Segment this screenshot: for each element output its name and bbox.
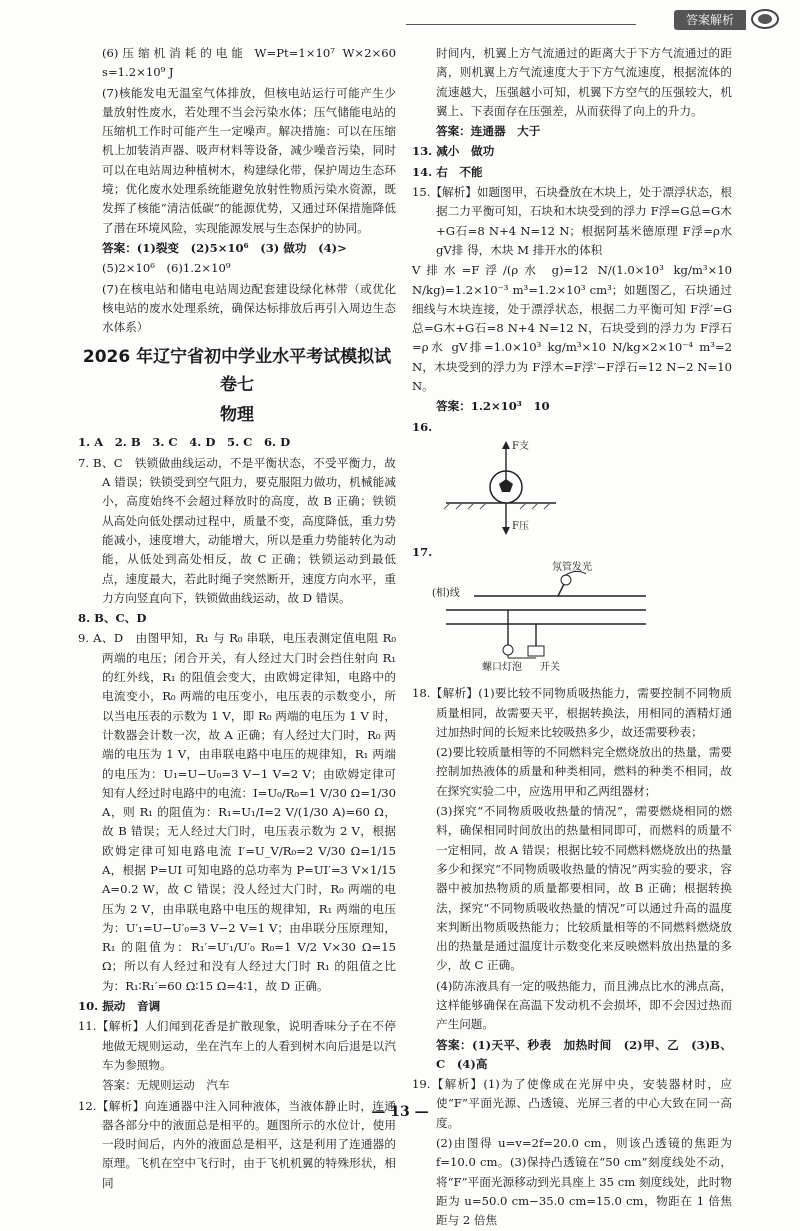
- pressure-force-label: F压: [512, 520, 529, 532]
- analysis-paragraph: (4)防冻液具有一定的吸热能力，而且沸点比水的沸点高，这样能够确保在高温下发动机不会损坏，即不会因过热而产生问题。: [436, 978, 732, 1032]
- live-wire-label: (相)线: [432, 588, 460, 600]
- figure-16-force-diagram: [436, 441, 576, 537]
- question-item: 13. 减小 做功: [412, 144, 495, 159]
- answer-line: 答案：(1)裂变 (2)5×10⁶ (3) 做功 (4)>: [102, 240, 347, 255]
- question-item: 10. 振动 音调: [78, 999, 161, 1014]
- choice-answers: 1. A 2. B 3. C 4. D 5. C 6. D: [78, 435, 291, 450]
- ball-force-diagram: [436, 441, 576, 537]
- answer-line: (5)2×10⁶ (6)1.2×10⁹: [102, 261, 231, 276]
- page-number: — 13 —: [371, 1103, 429, 1120]
- header-tag: 答案解析: [674, 10, 746, 30]
- support-force-label: F支: [512, 440, 529, 452]
- question-item: 8. B、C、D: [78, 611, 147, 626]
- answer-line: 答案：连通器 大于: [436, 124, 541, 139]
- question-item: 19.【解析】(1)为了使像成在光屏中央，安装器材时，应使“F”平面光源、凸透镜、光屏三者的中心大致在同一高度。: [412, 1077, 732, 1130]
- page-header: [406, 8, 786, 32]
- exam-subject: 物理: [220, 405, 254, 426]
- question-item: 14. 右 不能: [412, 164, 483, 179]
- neon-glow-label: 氖管发光: [552, 562, 592, 574]
- question-number: 16.: [412, 419, 433, 434]
- answer-line: 答案：(1)天平、秒表 加热时间 (2)甲、乙 (3)B、C (4)高: [436, 1037, 732, 1071]
- question-item: 12.【解析】向连通器中注入同种液体，当液体静止时，连通器各部分中的液面总是相平的。题图所示的水位计，使用一段时间后，内外的液面总是相平，这是利用了连通器的原理。飞机在空中飞行时，由于飞机机翼的特殊形状，相同: [78, 1098, 396, 1190]
- question-item: 18.【解析】(1)要比较不同物质吸热能力，需要控制不同物质质量相同，故需要天平，根据转换法，用相同的酒精灯通过加热时间的长短来比较吸热多少，故还需要秒表；: [412, 686, 732, 739]
- question-number: 17.: [412, 544, 433, 559]
- formula-paragraph: V排水=F浮/(ρ水 g)=12 N/(1.0×10³ kg/m³×10 N/kg)=1.2×10⁻³ m³=1.2×10³ cm³；如题图乙，石块通过细线与木块连接，处于漂浮状态，根据二力平衡可知 F浮′=G总=G木+G石=8 N+4 N=12 N，石块受到的浮力为 F浮石=ρ水 gV排=1.0×10³ kg/m³×10 N/kg×2×10⁻⁴ m³=2 N，木块受到的浮力为 F浮木=F浮′−F浮石=12 N−2 N=10 N。: [412, 263, 732, 394]
- exam-title: 2026 年辽宁省初中学业水平考试模拟试卷七: [82, 347, 392, 396]
- question-item: 9. A、D 由图甲知，R₁ 与 R₀ 串联，电压表测定值电阻 R₀ 两端的电压；闭合开关，有人经过大门时会挡住射向 R₁ 的红外线，R₁ 的阻值会变大，由欧姆定律知，电路中的电流变小，R₀ 两端的电压变小，电压表的示数变小，所以当电压表的示数为 1 V，即 R₀ 两端的电压为 1 V 时，计数器会计数一次，故 A 正确；有人经过大门时，R₀ 两端的电压为 1 V，由串联电路中电压的规律知，R₁ 两端的电压为：U₁=U−U₀=3 V−1 V=2 V；由欧姆定律可知有人经过时电路中的电流：I=U₀/R₀=1 V/30 Ω=1/30 A，则 R₁ 的阻值为：R₁=U₁/I=2 V/(1/30 A)=60 Ω，故 B 错误；无人经过大门时，电压表示数为 2 V，根据欧姆定律可知电路电流 I′=U_V/R₀=2 V/30 Ω=1/15 A，根据 P=UI 可知电路的总功率为 P=UI′=3 V×1/15 A=0.2 W，故 C 错误；没人经过大门时，R₀ 两端的电压为 2 V，由串联电路中电压的规律知，R₁ 两端的电压为：U′₁=U−U′₀=3 V−2 V=1 V；由串联分压原理知，R₁ 的阻值为：R₁′=U′₁/U′₀ R₀=1 V/2 V×30 Ω=15 Ω；所以有人经过和没有人经过大门时 R₁ 的阻值之比为：R₁∶R₁′=60 Ω∶15 Ω=4∶1，故 D 正确。: [78, 631, 396, 993]
- figure-17-circuit-diagram: [432, 562, 656, 678]
- question-item: 11.【解析】人们闻到花香是扩散现象，说明香味分子在不停地做无规则运动，坐在汽车上的人看到树木向后退是以汽车为参照物。: [78, 1019, 396, 1072]
- analysis-paragraph: (2)要比较质量相等的不同燃料完全燃烧放出的热量，需要控制加热液体的质量和种类相同，燃料的种类不相同，故在探究实验二中，应选用甲和乙两组器材；: [436, 745, 732, 798]
- question-item: 时间内，机翼上方气流通过的距离大于下方气流通过的距离，则机翼上方气流速度大于下方气流速度，根据流体的流速越大，压强越小可知，机翼下方空气的压强较大，机翼上、下表面存在压强差，从而获得了向上的升力。: [436, 46, 732, 118]
- answer-paragraph: (6)压缩机消耗的电能 W=Pt=1×10⁷ W×2×60 s=1.2×10⁹ J: [102, 46, 396, 80]
- left-column: [78, 44, 396, 1190]
- answer-paragraph: (7)核能发电无温室气体排放，但核电站运行可能产生少量放射性废水，若处理不当会污染水体；压气储能电站的压缩机工作时可能产生一定噪声。解决措施：可以在压缩机上加装消声器、吸声材料等设备，减少噪音污染，同时可以在电站周边种植树木，构建绿化带，保护周边生态环境；优化废水处理系统能避免放射性物质污染水资源，既发挥了核能“清洁低碳”的能源优势，又通过环保措施降低了潜在环境风险，实现能源发展与生态保护的协同。: [102, 85, 396, 235]
- question-item: 7. B、C 铁锁做曲线运动，不是平衡状态，不受平衡力，故 A 错误；铁锁受到空气阻力，要克服阻力做功，机械能减小，高度始终不会超过释放时的高度，故 B 正确；铁锁从高处向低处摆动过程中，质量不变，高度降低，重力势能减小，速度增大，动能增大，所以是重力势能转化为动能，从低处到高处相反，故 C 正确；铁锁运动到最低点，速度最大，若此时绳子突然断开，速度方向水平，重力方向竖直向下，铁锁做曲线运动，故 D 错误。: [78, 455, 396, 605]
- switch-label: 开关: [540, 662, 560, 674]
- answer-line: (7)在核电站和储电电站周边配套建设绿化林带（或优化核电站的废水处理系统，确保达标排放后再引入周边生态水体系）: [102, 281, 396, 335]
- question-item: 15.【解析】如题图甲，石块叠放在木块上，处于漂浮状态，根据二力平衡可知，石块和木块受到的浮力 F浮=G总=G木+G石=8 N+4 N=12 N；根据阿基米德原理 F浮=ρ水 gV排 得，木块 M 排开水的体积: [412, 185, 732, 257]
- answer-line: 答案：1.2×10³ 10: [436, 399, 550, 414]
- analysis-paragraph: (3)探究“不同物质吸收热量的情况”，需要燃烧相同的燃料，确保相同时间放出的热量相同即可，而燃料的质量不一定相同，故 A 错误；根据比较不同燃料燃烧放出的热量多少和探究“不同物质吸收热量的情况”两实验的要求，容器中被加热物质的质量都要相同，故 B 正确；根据转换法，探究“不同物质吸收热量的情况”可以通过升高的温度来判断出物质吸热能力；比较质量相等的不同燃料燃烧放出的热量是通过温度计示数变化来反映燃料放出热量的多少，故 C 正确。: [436, 804, 732, 973]
- header-rule: [406, 24, 636, 25]
- screw-bulb-label: 螺口灯泡: [482, 662, 522, 674]
- brand-logo-icon: [750, 8, 780, 30]
- right-column: [412, 44, 732, 1228]
- analysis-paragraph: (2)由图得 u=v=2f=20.0 cm，则该凸透镜的焦距为 f=10.0 cm。(3)保持凸透镜在“50 cm”刻度线处不动，将“F”平面光源移动到光具座上 35 cm 刻度线处，此时物距为 u=50.0 cm−35.0 cm=15.0 cm，物距在 1 倍焦距与 2 倍焦: [436, 1136, 732, 1228]
- answer-line: 答案：无规则运动 汽车: [102, 1078, 230, 1093]
